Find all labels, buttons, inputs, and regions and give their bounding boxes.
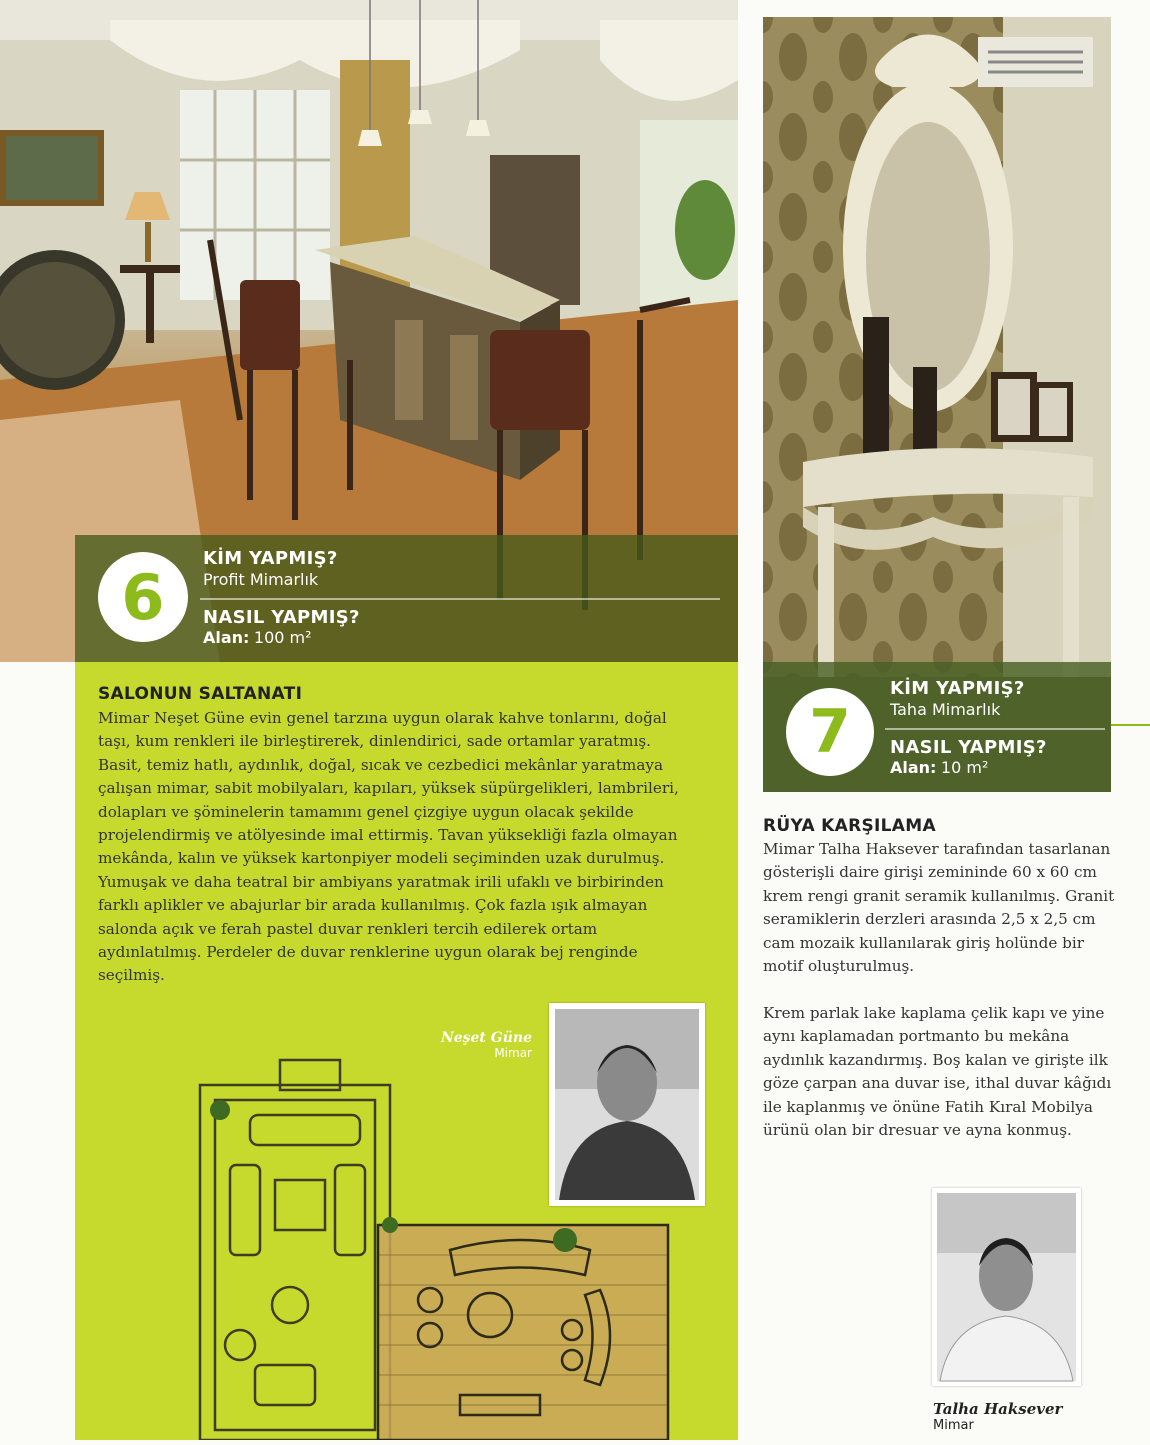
divider-6: [200, 598, 720, 600]
divider-7: [885, 728, 1105, 730]
who-value-7: Taha Mimarlık: [890, 700, 1001, 719]
architect-role-6: Mimar: [494, 1046, 532, 1060]
who-value-6: Profit Mimarlık: [203, 570, 319, 589]
who-label-6: KİM YAPMIŞ?: [203, 548, 338, 569]
who-label-7: KİM YAPMIŞ?: [890, 678, 1025, 699]
article-body-7b: Krem parlak lake kaplama çelik kapı ve yine aynı kaplamadan portmanto bu mekâna aydınlık kazandırmış. Boş kalan ve girişte ilk göze çarpan ana duvar ise, ithal duvar kâğıdı ile kaplanmış ve önüne Fatih Kıral Mobilya ürünü olan bir dresuar ve ayna konmuş.: [763, 1004, 1112, 1140]
area-value-7: 10 m²: [940, 758, 989, 777]
architect-role-7: Mimar: [933, 1418, 974, 1433]
portrait-image-7: [932, 1188, 1081, 1386]
area-line-6: [203, 628, 312, 648]
area-value-6: 100 m²: [253, 628, 312, 647]
article-body-6: Mimar Neşet Güne evin genel tarzına uygun olarak kahve tonlarını, doğal taşı, kum renkleri ile birleştirerek, dinlendirici, sade ortamlar yaratmış. Basit, temiz hatlı, aydınlık, doğal, sıcak ve cezbedici mekânlar yaratmaya çalışan mimar, sabit mobilyaları, kapıları, yüksek süpürgelikleri, lambrileri, dolapları ve şöminelerin tamamını genel çizgiye uygun olacak şekilde projelendirmiş ve atölyesinde imal ettirmiş. Tavan yüksekliği fazla olmayan mekânda, kalın ve yüksek kartonpiyer modeli seçiminden uzak durulmuş. Yumuşak ve daha teatral bir ambiyans yaratmak irili ufaklı ve birbirinden farklı aplikler ve abajurlar bir arada kullanılmış. Çok fazla ışık almayan salonda açık ve ferah pastel duvar renkleri tercih edilerek ortam aydınlatılmış. Perdeler de duvar renklerine uygun olarak bej renginde seçilmiş.: [98, 709, 679, 985]
architect-portrait-7: [932, 1188, 1081, 1386]
architect-caption-7: [933, 1400, 1062, 1433]
article-body-7a: Mimar Talha Haksever tarafından tasarlanan gösterişli daire girişi zemininde 60 x 60 cm krem rengi granit seramik kullanılmış. Granit seramiklerin derzleri arasında 2,5 x 2,5 cm cam mozaik kullanılarak giriş holünde bir motif oluşturulmuş.: [763, 840, 1115, 976]
floor-plan-sketch: [160, 1055, 738, 1440]
area-label-7: Alan:: [890, 758, 937, 777]
architect-name-6: Neşet Güne: [440, 1030, 532, 1046]
accent-line: [1111, 724, 1150, 726]
number-badge-6: 6: [98, 552, 188, 642]
article-title-7: RÜYA KARŞILAMA: [763, 816, 936, 836]
number-badge-7: 7: [786, 688, 874, 776]
how-label-6: NASIL YAPMIŞ?: [203, 607, 360, 628]
architect-name-7: Talha Haksever: [933, 1400, 1063, 1418]
how-label-7: NASIL YAPMIŞ?: [890, 737, 1047, 758]
area-line-7: [890, 758, 988, 778]
floor-plan-drawing: [160, 1055, 738, 1440]
area-label-6: Alan:: [203, 628, 250, 647]
article-title-6: SALONUN SALTANATI: [98, 684, 303, 704]
